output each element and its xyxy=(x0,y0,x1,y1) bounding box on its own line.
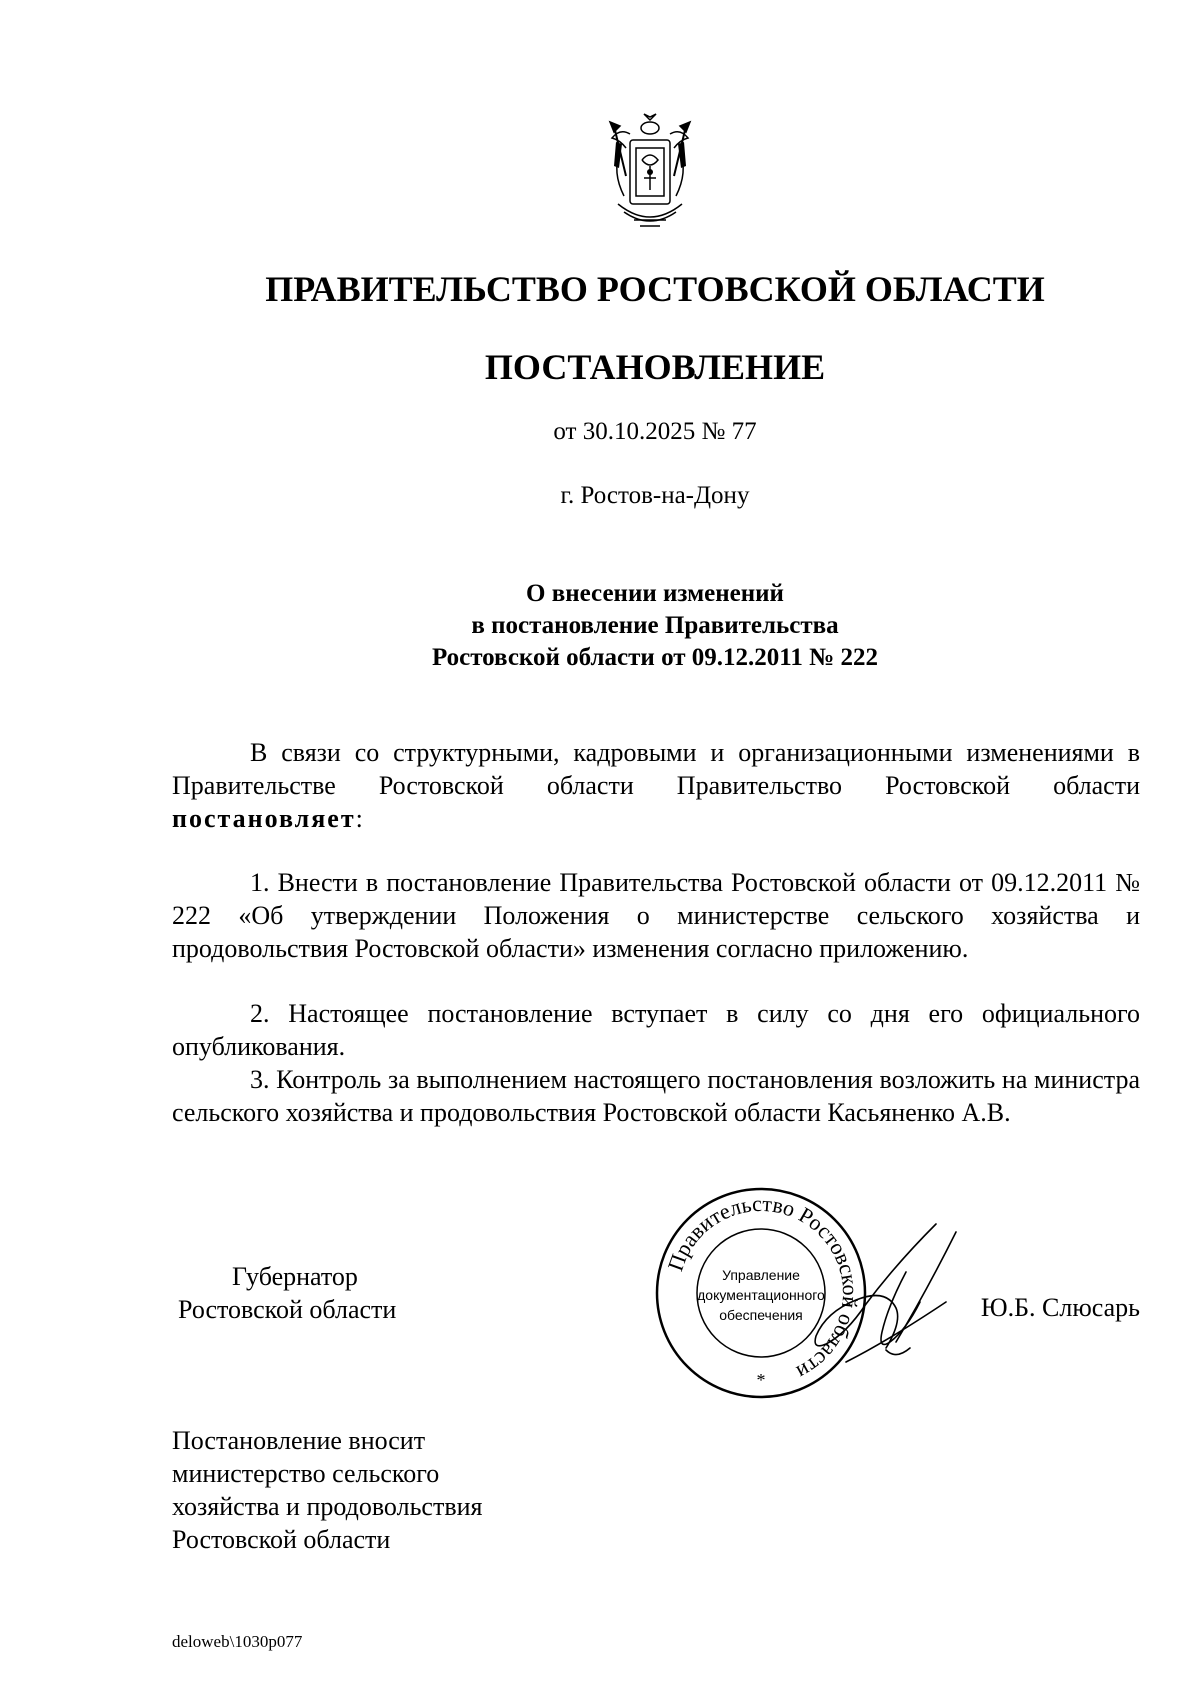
coat-of-arms-emblem xyxy=(600,112,700,236)
signatory-title-line: Губернатор xyxy=(232,1262,358,1291)
resolution-item-text: 1. Внести в постановление Правительства Ростовской области от 09.12.2011 № 222 «Об утверждении Положения о министерстве сельского хозяйства и продовольствия Ростовской области» изменения согласно приложению. xyxy=(172,868,1140,963)
resolution-item-2 xyxy=(172,997,1140,1063)
resolution-item-text: 2. Настоящее постановление вступает в силу со дня его официального опубликования. xyxy=(172,999,1140,1061)
submitter-note-line: министерство сельского xyxy=(172,1459,440,1488)
submitter-note-line: Постановление вносит xyxy=(172,1426,426,1455)
resolution-item-text: 3. Контроль за выполнением настоящего постановления возложить на министра сельского хозяйства и продовольствия Ростовской области Касьяненко А.В. xyxy=(172,1065,1140,1127)
resolution-item-3 xyxy=(172,1063,1140,1129)
document-subject xyxy=(0,578,1200,674)
handwritten-signature xyxy=(786,1212,996,1388)
date-prefix: от xyxy=(553,418,577,445)
stamp-star: * xyxy=(756,1370,766,1390)
submitter-note xyxy=(172,1424,482,1556)
preamble-paragraph xyxy=(172,736,1140,835)
subject-line: Ростовской области от 09.12.2011 № 222 xyxy=(431,644,879,671)
organization-title: ПРАВИТЕЛЬСТВО РОСТОВСКОЙ ОБЛАСТИ xyxy=(265,269,1045,309)
preamble-text: В связи со структурными, кадровыми и организационными изменениями в Правительстве Ростовской области Правительство Ростовской области xyxy=(172,738,1140,800)
document-date: 30.10.2025 xyxy=(582,418,696,445)
signatory-name: Ю.Б. Слюсарь xyxy=(980,1293,1140,1322)
number-prefix: № xyxy=(701,418,726,445)
resolves-keyword: постановляет xyxy=(172,804,356,833)
document-type-title: ПОСТАНОВЛЕНИЕ xyxy=(484,347,826,387)
submitter-note-line: Ростовской области xyxy=(172,1525,391,1554)
document-date-number xyxy=(0,418,1200,446)
stamp-center-line: документационного xyxy=(697,1287,825,1303)
document-city: г. Ростов-на-Дону xyxy=(560,482,750,509)
signatory-title-line: Ростовской области xyxy=(178,1295,397,1324)
file-code: deloweb\1030p077 xyxy=(172,1632,303,1651)
document-number: 77 xyxy=(731,418,757,445)
stamp-ring-text: Правительство Ростовской области xyxy=(662,1190,864,1386)
submitter-note-line: хозяйства и продовольствия xyxy=(172,1492,483,1521)
subject-line: в постановление Правительства xyxy=(471,612,839,639)
stamp-center-line: Управление xyxy=(722,1267,800,1283)
subject-line: О внесении изменений xyxy=(526,580,784,607)
signatory-title xyxy=(178,1260,396,1326)
preamble-colon: : xyxy=(355,804,363,833)
resolution-item-1 xyxy=(172,866,1140,965)
stamp-center-line: обеспечения xyxy=(719,1307,803,1323)
